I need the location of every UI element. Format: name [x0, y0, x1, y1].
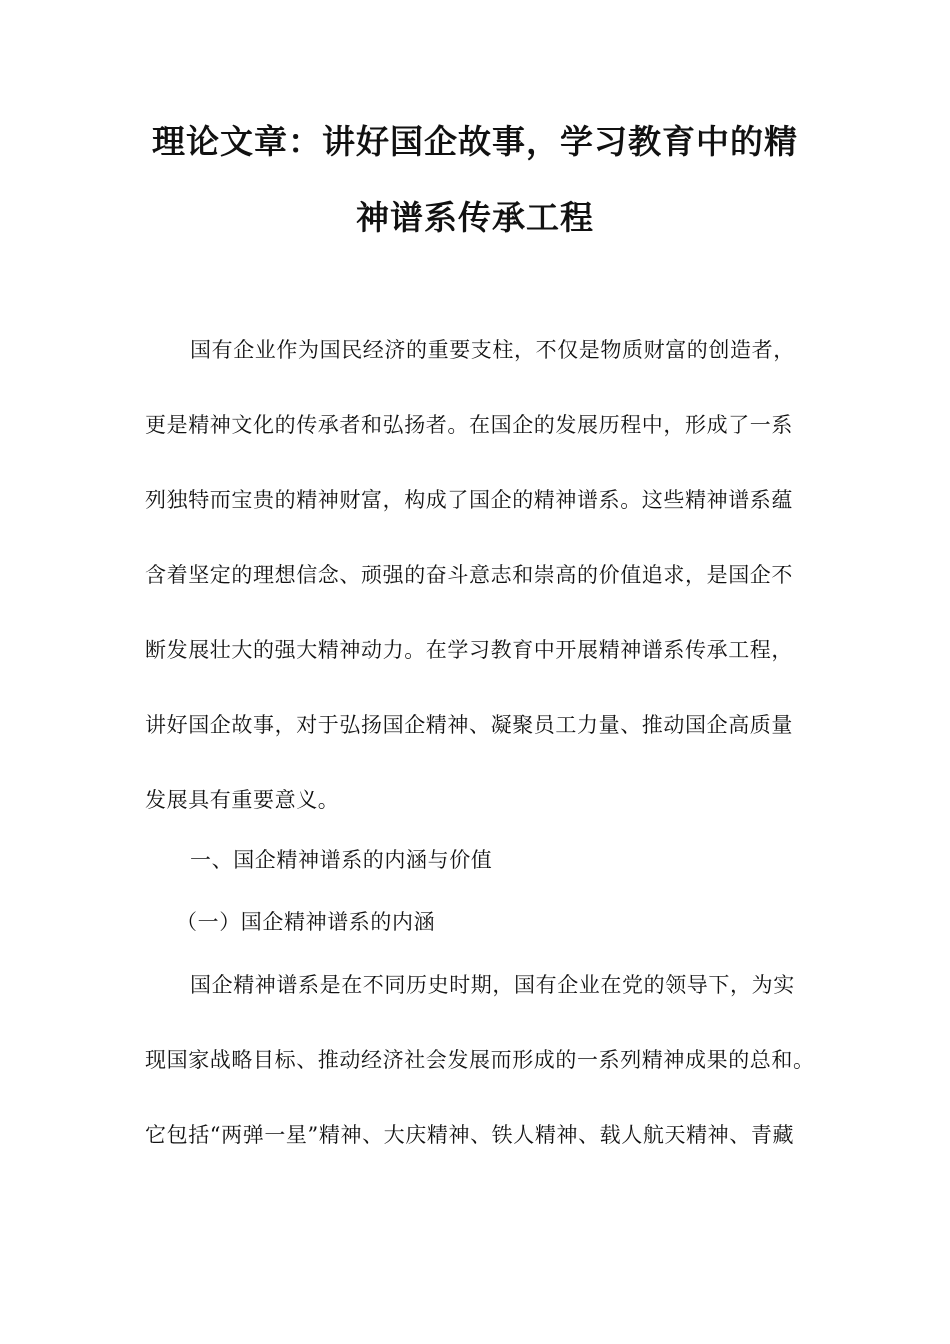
paragraph-line: 更是精神文化的传承者和弘扬者。在国企的发展历程中，形成了一系 — [145, 413, 793, 437]
paragraph-line: 现国家战略目标、推动经济社会发展而形成的一系列精神成果的总和。 — [145, 1048, 815, 1072]
paragraph-line: 它包括“两弹一星”精神、大庆精神、铁人精神、载人航天精神、青藏 — [145, 1123, 795, 1147]
subsection-heading: （一）国企精神谱系的内涵 — [176, 910, 436, 934]
document-title-line-1: 理论文章：讲好国企故事，学习教育中的精 — [152, 122, 798, 161]
paragraph-line: 列独特而宝贵的精神财富，构成了国企的精神谱系。这些精神谱系蕴 — [145, 488, 793, 512]
paragraph-line: 国企精神谱系是在不同历史时期，国有企业在党的领导下，为实 — [190, 973, 795, 997]
section-heading: 一、国企精神谱系的内涵与价值 — [190, 848, 493, 872]
paragraph-line: 讲好国企故事，对于弘扬国企精神、凝聚员工力量、推动国企高质量 — [145, 713, 793, 737]
paragraph-line: 国有企业作为国民经济的重要支柱，不仅是物质财富的创造者， — [190, 338, 795, 362]
paragraph-line: 发展具有重要意义。 — [145, 788, 340, 812]
paragraph-line: 断发展壮大的强大精神动力。在学习教育中开展精神谱系传承工程， — [145, 638, 793, 662]
document-title-line-2: 神谱系传承工程 — [356, 198, 594, 237]
paragraph-line: 含着坚定的理想信念、顽强的奋斗意志和崇高的价值追求，是国企不 — [145, 563, 793, 587]
